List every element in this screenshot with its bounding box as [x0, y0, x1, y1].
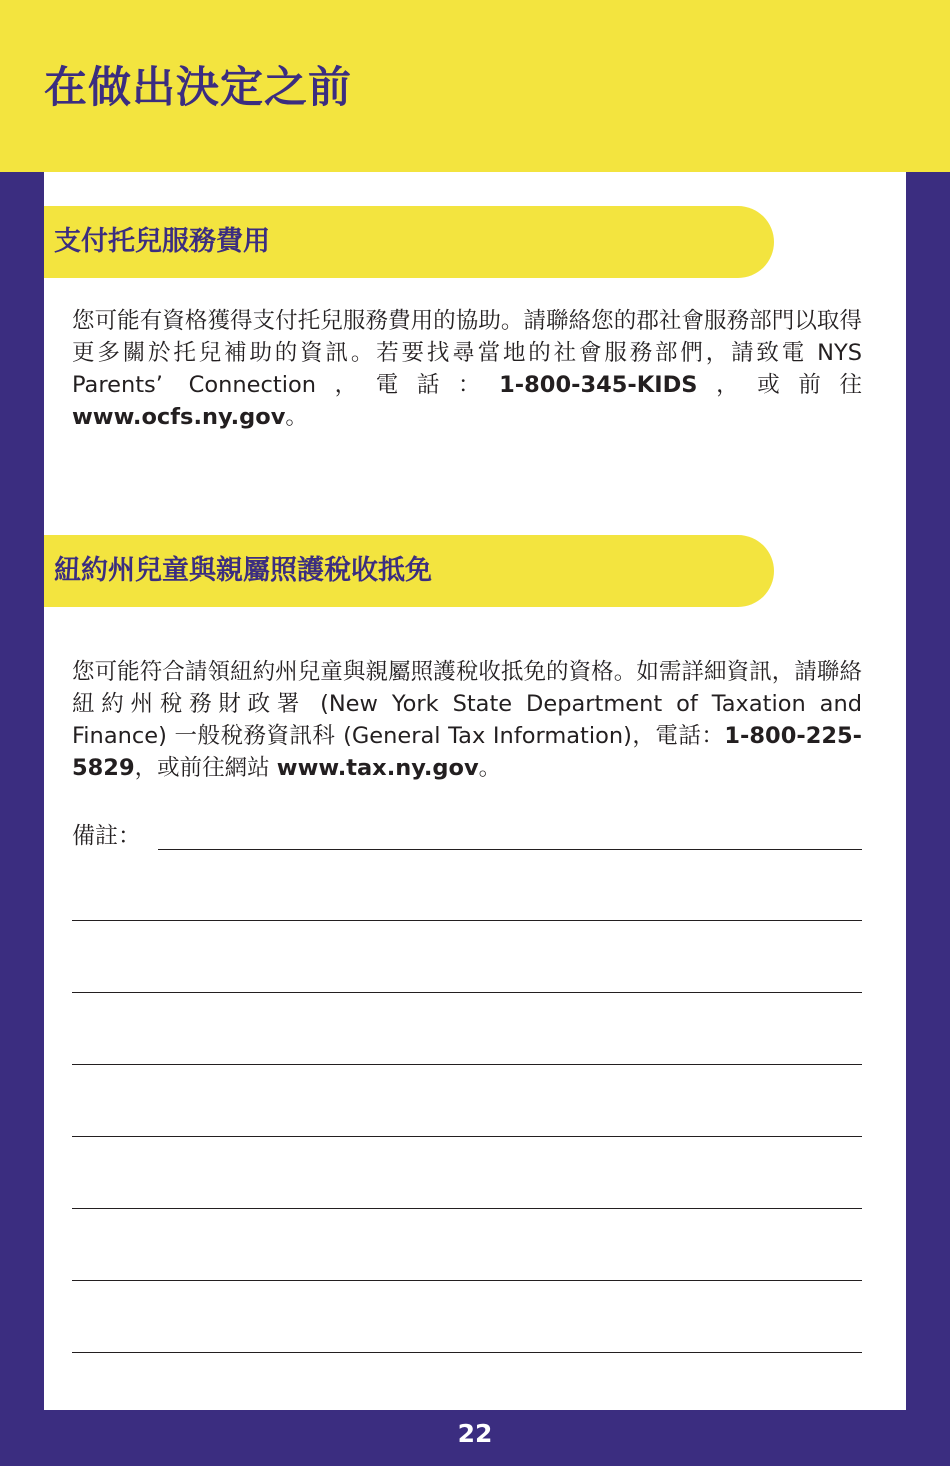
notes-line[interactable] [72, 992, 862, 993]
notes-line[interactable] [72, 1136, 862, 1137]
notes-line[interactable] [72, 1208, 862, 1209]
notes-line[interactable] [72, 1352, 862, 1353]
page-header [0, 0, 950, 172]
notes-line[interactable] [72, 1064, 862, 1065]
page-title: 在做出決定之前 [44, 63, 352, 113]
notes-line[interactable] [158, 849, 862, 850]
website-link[interactable]: www.ocfs.ny.gov [72, 404, 286, 430]
page-number: 22 [457, 1419, 493, 1448]
section-heading: 紐約州兒童與親屬照護稅收抵免 [54, 555, 432, 586]
phone-number: 1-800-225-5829 [72, 723, 862, 781]
section-banner-childcare-payment [44, 206, 774, 278]
section-body-childcare-payment: 您可能有資格獲得支付托兒服務費用的協助。請聯絡您的郡社會服務部門以取得更多關於托兒補助的資訊。若要找尋當地的社會服務部們，請致電 NYS Parents’ Connection，電話：1-800-345-KIDS，或前往 www.ocfs.ny.gov。 [72, 308, 862, 430]
notes-line[interactable] [72, 920, 862, 921]
section-heading: 支付托兒服務費用 [54, 226, 270, 257]
notes-line[interactable] [72, 1280, 862, 1281]
website-link[interactable]: www.tax.ny.gov [276, 755, 479, 781]
section-body-tax-credit: 您可能符合請領紐約州兒童與親屬照護稅收抵免的資格。如需詳細資訊，請聯絡紐約州稅務財政署 (New York State Department of Taxation and Finance) 一般稅務資訊科 (General Tax Information)，電話：1-800-225-5829，或前往網站 www.tax.ny.gov。 [72, 659, 862, 781]
phone-number: 1-800-345-KIDS [499, 372, 698, 398]
section-banner-tax-credit [44, 535, 774, 607]
notes-label: 備註： [72, 823, 141, 849]
